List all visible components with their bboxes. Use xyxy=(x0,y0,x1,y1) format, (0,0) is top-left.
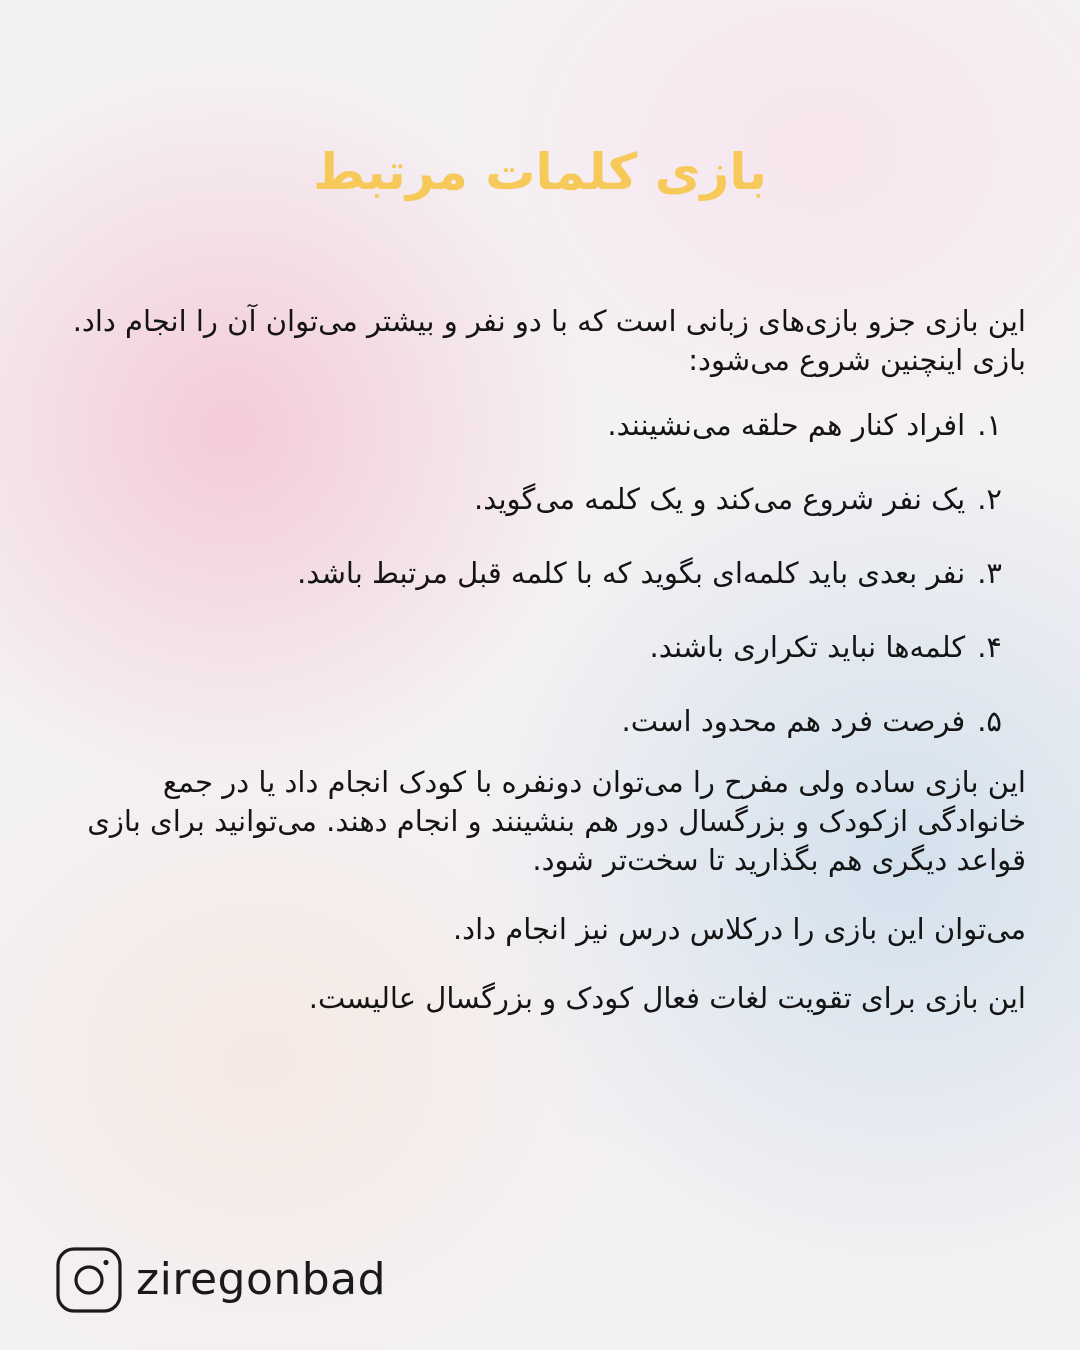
step-number: ۲. xyxy=(977,482,1002,516)
step-number: ۵. xyxy=(977,704,1002,738)
outro-paragraph: این بازی ساده ولی مفرح را می‌توان دونفره با کودک انجام داد یا در جمع خانوادگی ازکودک و بزرگسال دور هم بنشینند و انجام دهند. می‌توانید برای بازی قواعد دیگری هم بگذارید تا سخت‌تر شود. xyxy=(87,765,1026,877)
list-item xyxy=(51,406,1002,445)
classroom-note: می‌توان این بازی را درکلاس درس نیز انجام داد. xyxy=(452,912,1026,946)
instagram-footer[interactable] xyxy=(56,1247,386,1313)
steps-list xyxy=(51,406,1026,741)
list-item xyxy=(51,554,1002,593)
step-number: ۴. xyxy=(977,630,1002,664)
step-number: ۳. xyxy=(977,556,1002,590)
step-text: فرصت فرد هم محدود است. xyxy=(621,704,966,738)
step-text: کلمه‌ها نباید تکراری باشند. xyxy=(649,630,966,664)
list-item xyxy=(51,480,1002,519)
list-item xyxy=(51,628,1002,667)
step-text: نفر بعدی باید کلمه‌ای بگوید که با کلمه قبل مرتبط باشد. xyxy=(297,556,966,590)
intro-paragraph: این بازی جزو بازی‌های زبانی است که با دو نفر و بیشتر می‌توان آن را انجام داد. بازی اینچنین شروع می‌شود: xyxy=(72,304,1026,377)
step-text: افراد کنار هم حلقه می‌نشینند. xyxy=(607,408,966,442)
instagram-icon xyxy=(56,1247,122,1313)
benefit-note: این بازی برای تقویت لغات فعال کودک و بزرگسال عالیست. xyxy=(308,981,1026,1015)
instagram-handle[interactable]: ziregonbad xyxy=(136,1254,387,1305)
step-number: ۱. xyxy=(977,408,1002,442)
article-body xyxy=(51,302,1026,1018)
list-item xyxy=(51,702,1002,741)
step-text: یک نفر شروع می‌کند و یک کلمه می‌گوید. xyxy=(474,482,966,516)
page-title: بازی کلمات مرتبط xyxy=(313,143,767,201)
